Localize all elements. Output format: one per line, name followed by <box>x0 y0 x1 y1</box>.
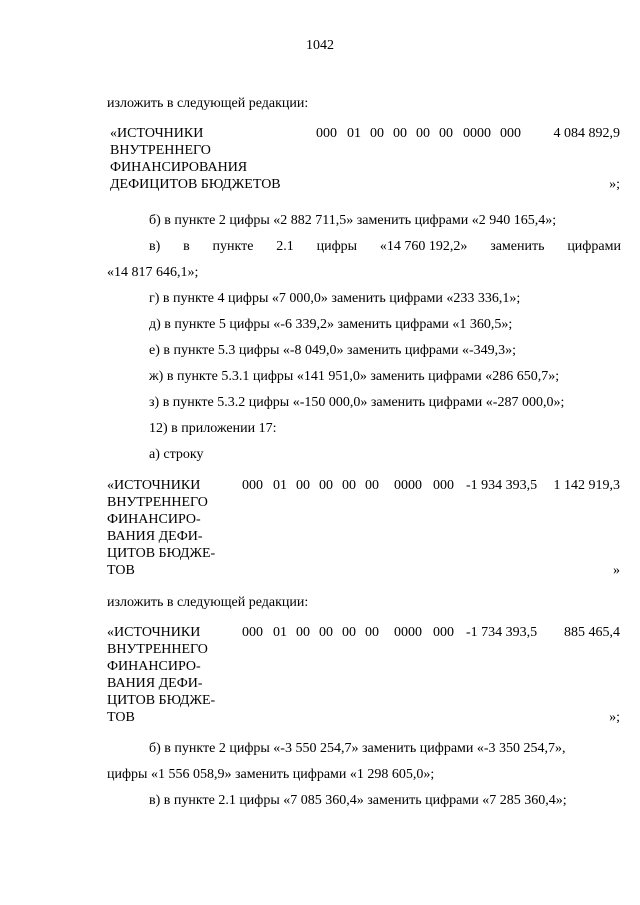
code-part: 0000 <box>394 478 422 493</box>
row-name-line: ВНУТРЕННЕГО <box>107 495 208 510</box>
word: цифры <box>316 239 358 254</box>
row-name-line: ТОВ <box>107 563 135 578</box>
row-name-line: «ИСТОЧНИКИ <box>107 478 201 493</box>
list-item <box>149 238 621 255</box>
code-part: 00 <box>296 478 310 493</box>
code-part: 00 <box>393 126 407 141</box>
list-item: б) в пункте 2 цифры «-3 550 254,7» заменить цифрами «-3 350 254,7», <box>149 741 566 756</box>
list-item: б) в пункте 2 цифры «2 882 711,5» заменить цифрами «2 940 165,4»; <box>149 213 557 228</box>
list-item-continuation: цифры «1 556 058,9» заменить цифрами «1 298 605,0»; <box>107 767 435 782</box>
code-part: 0000 <box>394 625 422 640</box>
row-name-line: ВНУТРЕННЕГО <box>110 143 211 158</box>
code-part: 00 <box>342 478 356 493</box>
amount-cell: -1 934 393,5 <box>466 478 538 493</box>
row-end-mark: »; <box>609 177 620 192</box>
code-part: 000 <box>242 478 263 493</box>
row-name-line: ВАНИЯ ДЕФИ- <box>107 529 203 544</box>
code-part: 00 <box>342 625 356 640</box>
word: заменить <box>490 239 545 254</box>
code-part: 00 <box>416 126 430 141</box>
page-number: 1042 <box>306 38 334 53</box>
intro-text: изложить в следующей редакции: <box>107 595 309 610</box>
row-name-line: ТОВ <box>107 710 135 725</box>
amount-cell: 885 465,4 <box>564 625 620 640</box>
amount-cell: 1 142 919,3 <box>553 478 620 493</box>
list-item: е) в пункте 5.3 цифры «-8 049,0» заменить цифрами «-349,3»; <box>149 343 517 358</box>
row-name-line: ЦИТОВ БЮДЖЕ- <box>107 546 216 561</box>
word: 2.1 <box>276 239 294 254</box>
list-item: ж) в пункте 5.3.1 цифры «141 951,0» заменить цифрами «286 650,7»; <box>149 369 560 384</box>
word: пункте <box>212 239 254 254</box>
word: в <box>183 239 190 254</box>
row-name-line: «ИСТОЧНИКИ <box>110 126 204 141</box>
code-part: 000 <box>433 478 454 493</box>
code-part: 01 <box>273 625 287 640</box>
word: цифрами <box>567 239 621 254</box>
code-part: 000 <box>242 625 263 640</box>
row-name-line: ФИНАНСИРОВАНИЯ <box>110 160 248 175</box>
amount-cell: -1 734 393,5 <box>466 625 538 640</box>
code-part: 000 <box>500 126 521 141</box>
list-item-continuation: «14 817 646,1»; <box>107 265 199 280</box>
row-name-line: ВАНИЯ ДЕФИ- <box>107 676 203 691</box>
list-item: д) в пункте 5 цифры «-6 339,2» заменить цифрами «1 360,5»; <box>149 317 513 332</box>
row-end-mark: »; <box>609 710 620 725</box>
row-name-line: «ИСТОЧНИКИ <box>107 625 201 640</box>
code-part: 00 <box>439 126 453 141</box>
code-part: 000 <box>316 126 337 141</box>
word: в) <box>149 239 161 254</box>
list-item: г) в пункте 4 цифры «7 000,0» заменить цифрами «233 336,1»; <box>149 291 521 306</box>
list-item: з) в пункте 5.3.2 цифры «-150 000,0» заменить цифрами «-287 000,0»; <box>149 395 565 410</box>
code-part: 00 <box>365 478 379 493</box>
code-part: 00 <box>370 126 384 141</box>
row-name-line: ФИНАНСИРО- <box>107 512 201 527</box>
intro-text: изложить в следующей редакции: <box>107 96 309 111</box>
code-part: 00 <box>319 625 333 640</box>
code-part: 01 <box>273 478 287 493</box>
row-end-mark: » <box>613 563 620 578</box>
code-part: 000 <box>433 625 454 640</box>
code-part: 0000 <box>463 126 491 141</box>
list-item: в) в пункте 2.1 цифры «7 085 360,4» заменить цифрами «7 285 360,4»; <box>149 793 567 808</box>
row-name-line: ФИНАНСИРО- <box>107 659 201 674</box>
row-name-line: ДЕФИЦИТОВ БЮДЖЕТОВ <box>110 177 281 192</box>
code-part: 01 <box>347 126 361 141</box>
row-name-line: ЦИТОВ БЮДЖЕ- <box>107 693 216 708</box>
list-item: 12) в приложении 17: <box>149 421 277 436</box>
code-part: 00 <box>319 478 333 493</box>
code-part: 00 <box>296 625 310 640</box>
amount-cell: 4 084 892,9 <box>553 126 620 141</box>
code-part: 00 <box>365 625 379 640</box>
word: «14 760 192,2» <box>379 239 468 254</box>
row-name-line: ВНУТРЕННЕГО <box>107 642 208 657</box>
list-item: а) строку <box>149 447 204 462</box>
